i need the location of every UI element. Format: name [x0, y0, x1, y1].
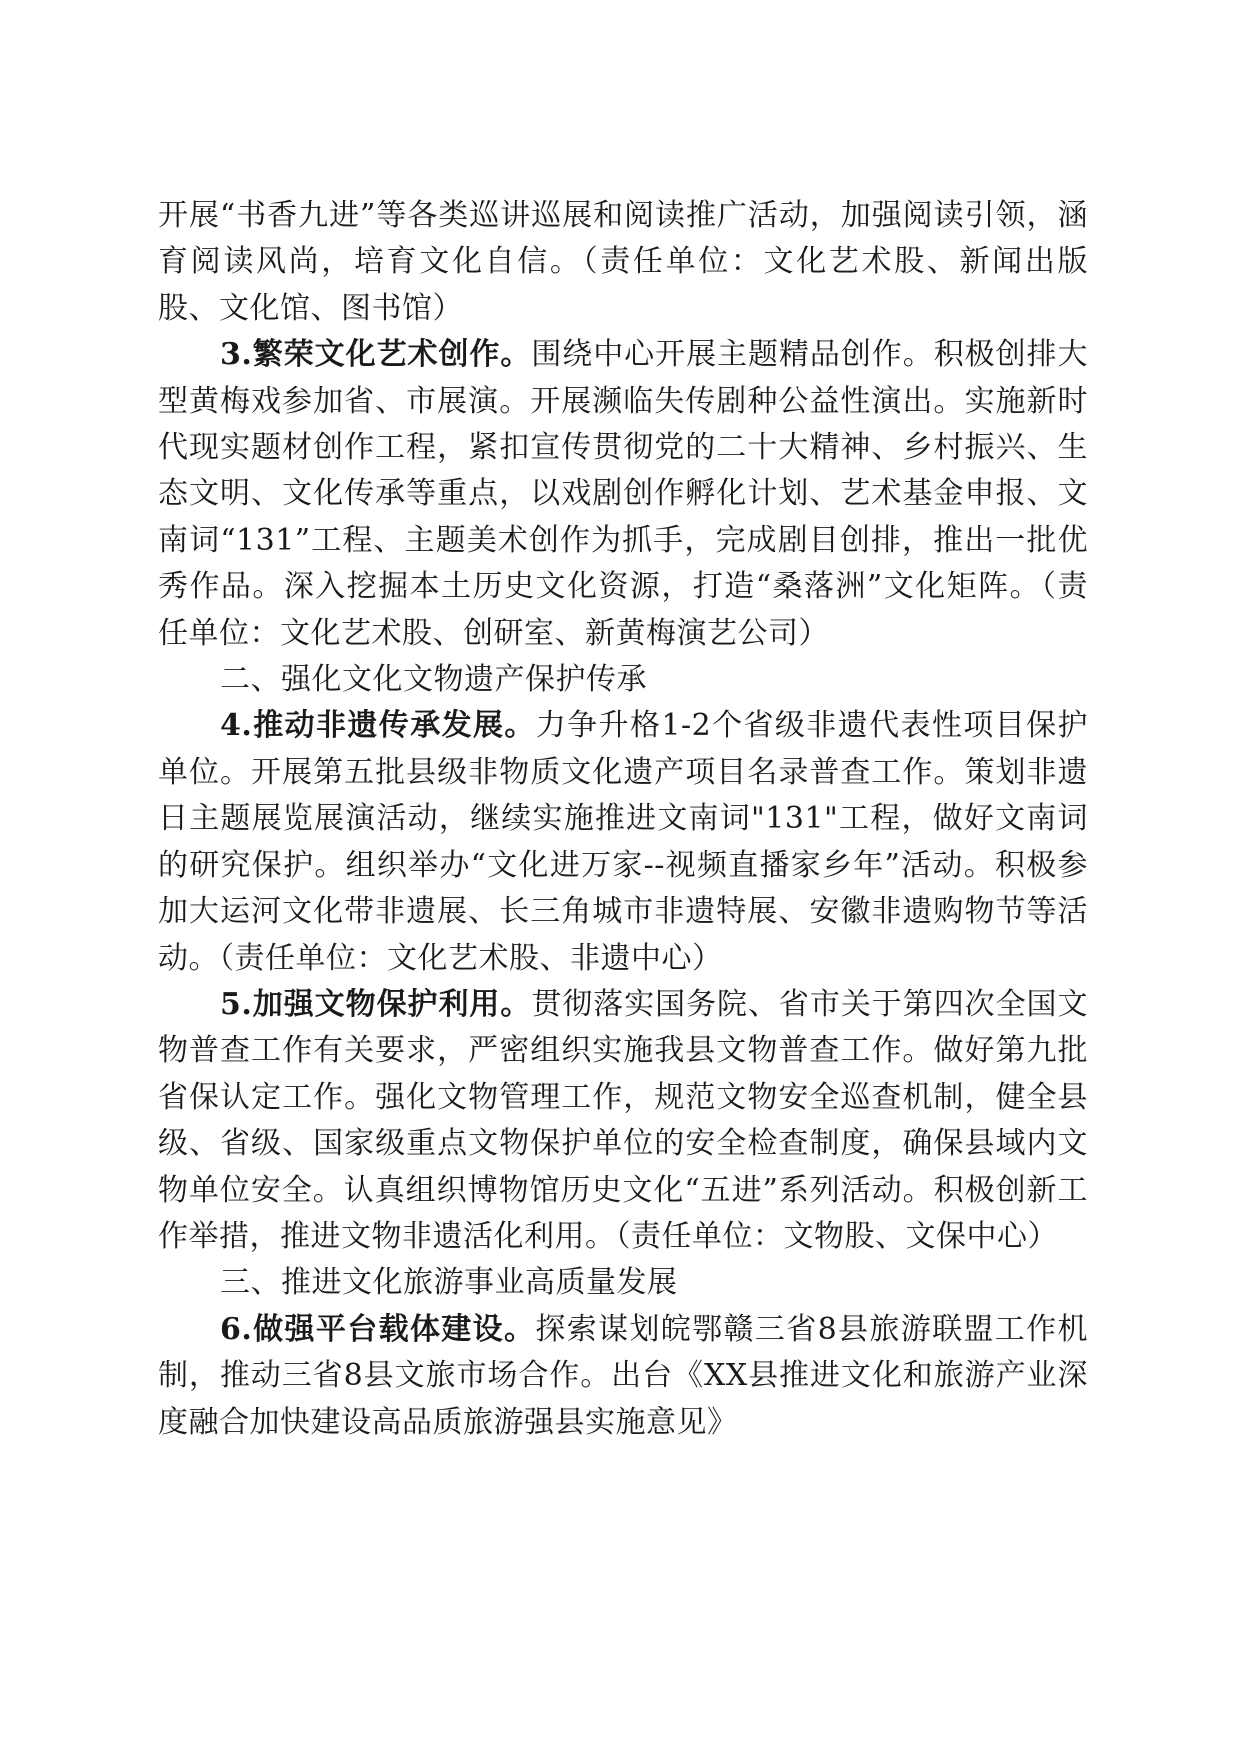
paragraph-platform-building: [158, 1307, 1088, 1446]
paragraph-body: 围绕中心开展主题精品创作。积极创排大型黄梅戏参加省、市展演。开展濒临失传剧种公益性演出。实施新时代现实题材创作工程，紧扣宣传贯彻党的二十大精神、乡村振兴、生态文明、文化传承等重点，以戏剧创作孵化计划、艺术基金申报、文南词“131”工程、主题美术创作为抓手，完成剧目创排，推出一批优秀作品。深入挖掘本土历史文化资源，打造“桑落洲”文化矩阵。（责任单位：文化艺术股、创研室、新黄梅演艺公司）: [158, 337, 1088, 651]
paragraph-lead-heading: 5.加强文物保护利用。: [220, 986, 532, 1022]
section-heading-heritage: 二、强化文化文物遗产保护传承: [220, 662, 647, 698]
paragraph-body: 探索谋划皖鄂赣三省8县旅游联盟工作机制，推动三省8县文旅市场合作。出台《XX县推进文化和旅游产业深度融合加快建设高品质旅游强县实施意见》: [158, 1311, 1088, 1440]
paragraph-cultural-relics: [158, 982, 1088, 1260]
paragraph-body: 力争升格1-2个省级非遗代表性项目保护单位。开展第五批县级非物质文化遗产项目名录普查工作。策划非遗日主题展览展演活动，继续实施推进文南词"131"工程，做好文南词的研究保护。组织举办“文化进万家--视频直播家乡年”活动。积极参加大运河文化带非遗展、长三角城市非遗特展、安徽非遗购物节等活动。（责任单位：文化艺术股、非遗中心）: [158, 708, 1088, 976]
paragraph-reading-promotion: [158, 193, 1088, 332]
paragraph-lead-heading: 6.做强平台载体建设。: [220, 1311, 536, 1347]
paragraph-body: 开展“书香九进”等各类巡讲巡展和阅读推广活动，加强阅读引领，涵育阅读风尚，培育文化自信。（责任单位：文化艺术股、新闻出版股、文化馆、图书馆）: [158, 198, 1088, 326]
paragraph-lead-heading: 3.繁荣文化艺术创作。: [220, 337, 532, 373]
paragraph-art-creation: [158, 332, 1088, 657]
paragraph-body: 贯彻落实国务院、省市关于第四次全国文物普查工作有关要求，严密组织实施我县文物普查工作。做好第九批省保认定工作。强化文物管理工作，规范文物安全巡查机制，健全县级、省级、国家级重点文物保护单位的安全检查制度，确保县域内文物单位安全。认真组织博物馆历史文化“五进”系列活动。积极创新工作举措，推进文物非遗活化利用。（责任单位：文物股、文保中心）: [158, 986, 1088, 1254]
paragraph-intangible-heritage: [158, 703, 1088, 981]
section-heading-tourism: 三、推进文化旅游事业高质量发展: [220, 1265, 678, 1301]
document-page: [158, 193, 1088, 1446]
paragraph-lead-heading: 4.推动非遗传承发展。: [220, 708, 536, 744]
